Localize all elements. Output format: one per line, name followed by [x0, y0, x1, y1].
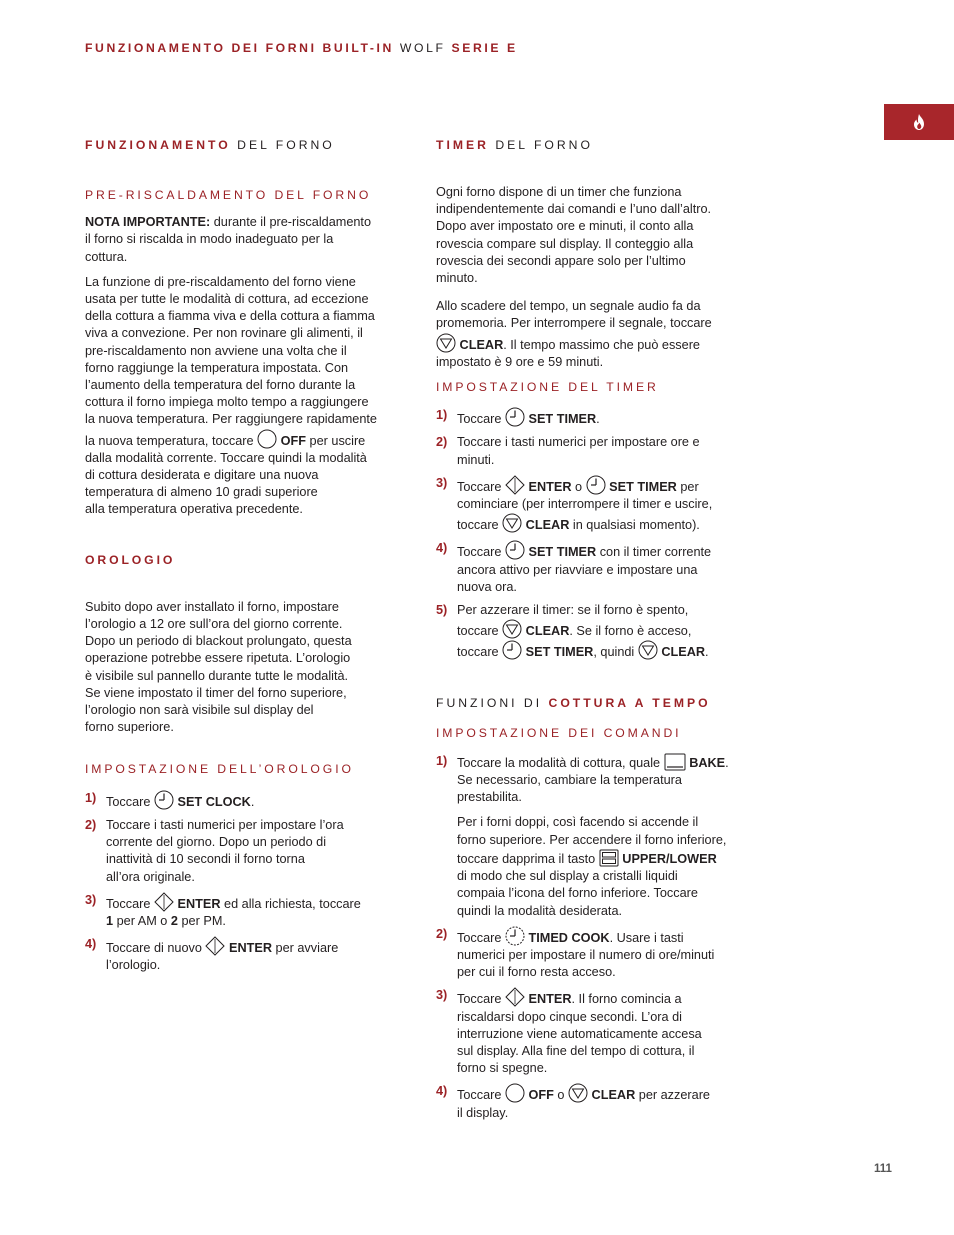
off-key-label: OFF	[280, 433, 306, 448]
step-text: o	[557, 1088, 565, 1103]
preheat-title: PRE-RISCALDAMENTO DEL FORNO	[85, 188, 372, 202]
step-number: 3)	[85, 892, 97, 907]
enter-key-label: ENTER	[177, 896, 221, 911]
text-line: Dopo aver impostato ore e minuti, il conto alla	[436, 219, 694, 234]
clear-key-label: CLEAR	[591, 1088, 636, 1103]
step-text: il display.	[457, 1105, 509, 1120]
header-series: SERIE E	[451, 41, 518, 55]
left-column	[85, 137, 411, 975]
clock-title: OROLOGIO	[85, 552, 176, 567]
note-text: il forno si riscalda in modo inadeguato per la	[85, 232, 334, 247]
step-text: inattività di 10 secondi il forno torna	[106, 852, 305, 867]
step-number: 2)	[436, 435, 448, 450]
step-text: . Se il forno è acceso,	[569, 624, 692, 639]
text-line: alla temperatura operativa precedente.	[85, 502, 303, 517]
list-item	[436, 753, 762, 920]
off-circle-icon	[257, 429, 277, 449]
step-text: Toccare	[457, 545, 502, 560]
heading-bold: TIMER	[436, 138, 489, 152]
text-line: La funzione di pre-riscaldamento del forno viene	[85, 274, 356, 289]
text-line: della cottura a fiamma viva e della cottura a fiamma	[85, 309, 375, 324]
bake-key-label: BAKE	[689, 755, 726, 770]
list-item	[436, 926, 762, 982]
heading-bold: FUNZIONAMENTO	[85, 138, 231, 152]
step-number: 3)	[436, 988, 448, 1003]
step-text: all’ora originale.	[106, 869, 195, 884]
step-text: Toccare	[457, 992, 502, 1007]
text-line: usata per tutte le modalità di cottura, ad eccezione	[85, 292, 369, 307]
text-line: cottura il forno impiega molto tempo a raggiungere	[85, 395, 369, 410]
clock-icon	[154, 790, 174, 810]
step-text: quindi la modalità desiderata.	[457, 903, 623, 918]
set-clock-key-label: SET CLOCK	[177, 794, 251, 809]
list-item	[85, 892, 411, 930]
list-item	[85, 790, 411, 811]
step-text: toccare	[457, 518, 499, 533]
bake-icon	[664, 753, 686, 771]
step-text: Toccare	[457, 930, 502, 945]
note-text: durante il pre-riscaldamento	[213, 215, 372, 230]
note-label: NOTA IMPORTANTE:	[85, 215, 211, 230]
step-text: Toccare	[457, 412, 502, 427]
section-heading-timed-cook	[436, 695, 762, 712]
step-number: 3)	[436, 475, 448, 490]
step-number: 1)	[85, 790, 97, 805]
step-text: Per azzerare il timer: se il forno è spento,	[457, 603, 689, 618]
step-text: per	[680, 479, 699, 494]
step-text: sul display. Alla fine del tempo di cottura, il	[457, 1043, 695, 1058]
note-text: cottura.	[85, 249, 128, 264]
timer-icon	[502, 640, 522, 660]
step-text: .	[596, 412, 600, 427]
step-text: per avviare	[275, 941, 339, 956]
step-text: per AM o	[116, 913, 168, 928]
text-line: la nuova temperatura, toccare	[85, 433, 254, 448]
text-line: dalla modalità corrente. Toccare quindi la modalità	[85, 450, 367, 465]
step-text: .	[725, 755, 729, 770]
list-item	[436, 540, 762, 596]
step-text: Toccare i tasti numerici per impostare ore e	[457, 435, 700, 450]
text-line: forno superiore.	[85, 720, 174, 735]
text-line: . Il tempo massimo che può essere	[503, 337, 700, 352]
step-text: .	[250, 794, 255, 809]
off-circle-icon	[505, 1083, 525, 1103]
step-text: per PM.	[181, 913, 226, 928]
clear-key-label: CLEAR	[525, 624, 570, 639]
text-line: Ogni forno dispone di un timer che funziona	[436, 185, 682, 199]
right-column	[436, 137, 762, 1122]
header-brand: WOLF	[399, 41, 446, 55]
step-text: ancora attivo per riavviare e impostare una	[457, 562, 698, 577]
step-text: forno superiore. Per accendere il forno inferiore,	[457, 832, 727, 847]
step-text: prestabilita.	[457, 790, 522, 805]
enter-diamond-icon	[505, 987, 525, 1007]
list-item	[85, 817, 411, 886]
text-line: temperatura di almeno 10 gradi superiore	[85, 485, 318, 500]
section-heading-oven-operation	[85, 137, 411, 154]
upper-lower-key-label: UPPER/LOWER	[622, 851, 717, 866]
list-item	[436, 434, 762, 468]
step-text: con il timer corrente	[599, 545, 712, 560]
heading-bold: COTTURA A TEMPO	[548, 695, 711, 710]
timer-alarm	[436, 298, 762, 371]
text-line: l’orologio non sarà visibile sul display del	[85, 703, 314, 718]
text-line: Dopo un periodo di blackout prolungato, questa	[85, 634, 352, 649]
step-text: numerici per impostare il numero di ore/minuti	[457, 947, 715, 962]
clear-triangle-icon	[502, 513, 522, 533]
timed-cook-icon	[505, 926, 525, 946]
step-text: Toccare	[457, 1088, 502, 1103]
step-text: ed alla richiesta, toccare	[224, 896, 361, 911]
list-item	[436, 407, 762, 428]
page-header	[85, 40, 518, 57]
text-line: la nuova temperatura. Per raggiungere rapidamente	[85, 412, 377, 427]
text-line: promemoria. Per interrompere il segnale, toccare	[436, 316, 712, 331]
step-text: toccare	[457, 645, 499, 660]
clear-triangle-icon	[436, 333, 456, 353]
text-line: rovescia compare sul display. Il conteggio alla	[436, 236, 694, 251]
enter-key-label: ENTER	[528, 992, 572, 1007]
step-text: di modo che sul display a cristalli liquidi	[457, 869, 678, 884]
text-line: Se viene impostato il timer del forno superiore,	[85, 685, 347, 700]
text-line: Allo scadere del tempo, un segnale audio fa da	[436, 299, 701, 314]
enter-diamond-icon	[205, 936, 225, 956]
set-timer-key-label: SET TIMER	[609, 479, 677, 494]
enter-key-label: ENTER	[528, 479, 572, 494]
step-text: .	[705, 645, 709, 660]
clear-key-label: CLEAR	[661, 645, 706, 660]
step-text: nuova ora.	[457, 579, 517, 594]
step-text: riscaldarsi dopo cinque secondi. L’ora di	[457, 1009, 682, 1024]
list-item	[85, 936, 411, 974]
clock-paragraph	[85, 599, 411, 737]
set-timer-key-label: SET TIMER	[528, 545, 597, 560]
list-item	[436, 475, 762, 535]
step-text: Per i forni doppi, così facendo si accende il	[457, 815, 699, 830]
step-text: Se necessario, cambiare la temperatura	[457, 773, 682, 788]
text-line: impostato è 9 ore e 59 minuti.	[436, 354, 604, 369]
timer-icon	[505, 540, 525, 560]
step-text: Toccare	[106, 896, 151, 911]
step-text: corrente del giorno. Dopo un periodo di	[106, 835, 327, 850]
text-line: l’aumento della temperatura del forno durante la	[85, 378, 356, 393]
step-number: 4)	[436, 541, 448, 556]
text-line: per uscire	[309, 433, 366, 448]
step-text: in qualsiasi momento).	[572, 518, 700, 533]
timer-icon	[505, 407, 525, 427]
step-text: Toccare di nuovo	[106, 941, 202, 956]
preheat-paragraph	[85, 274, 411, 519]
step-text: Toccare la modalità di cottura, quale	[457, 755, 661, 770]
step-number: 4)	[85, 937, 97, 952]
step-text: Toccare	[457, 479, 502, 494]
list-item	[436, 602, 762, 662]
important-note	[85, 214, 411, 266]
step-number: 5)	[436, 603, 448, 618]
enter-diamond-icon	[505, 475, 525, 495]
step-text: toccare dapprima il tasto	[457, 851, 596, 866]
step-text: l’orologio.	[106, 958, 161, 973]
step-text: interruzione viene automaticamente accesa	[457, 1026, 702, 1041]
flame-icon	[912, 114, 926, 130]
text-line: viva a convezione. Per non rovinare gli alimenti, il	[85, 326, 363, 341]
step-text: . Usare i tasti	[609, 930, 684, 945]
enter-diamond-icon	[154, 892, 174, 912]
step-text: Toccare	[106, 794, 151, 809]
set-clock-title: IMPOSTAZIONE DELL’OROLOGIO	[85, 762, 354, 777]
step-text: 2	[170, 913, 178, 928]
set-timer-title: IMPOSTAZIONE DEL TIMER	[436, 380, 659, 395]
text-line: Subito dopo aver installato il forno, impostare	[85, 599, 339, 614]
text-line: indipendentemente dai comandi e l’uno dall’altro.	[436, 202, 712, 217]
upper-lower-icon	[599, 849, 619, 867]
text-line: di cottura desiderata e digitare una nuova	[85, 468, 319, 483]
heading-rest: DEL FORNO	[237, 138, 335, 152]
clear-triangle-icon	[568, 1083, 588, 1103]
step-text: , quindi	[593, 645, 635, 660]
step-text: o	[575, 479, 583, 494]
section-tab	[884, 104, 954, 140]
section-heading-timer	[436, 137, 762, 154]
step-number: 1)	[436, 408, 448, 423]
timed-cook-key-label: TIMED COOK	[528, 930, 610, 945]
page-number: 111	[874, 1163, 892, 1175]
double-oven-note	[457, 814, 762, 919]
text-line: l’orologio a 12 ore sull’ora del giorno corrente.	[85, 617, 343, 632]
text-line: pre-riscaldamento non avviene una volta che il	[85, 343, 347, 358]
off-key-label: OFF	[528, 1088, 554, 1103]
clear-triangle-icon	[502, 619, 522, 639]
header-title: FUNZIONAMENTO DEI FORNI BUILT-IN	[85, 41, 394, 55]
step-text: minuti.	[457, 452, 495, 467]
step-text: per azzerare	[638, 1088, 710, 1103]
timer-icon	[586, 475, 606, 495]
text-line: minuto.	[436, 271, 478, 286]
step-number: 2)	[85, 817, 97, 832]
step-number: 2)	[436, 926, 448, 941]
enter-key-label: ENTER	[228, 941, 272, 956]
step-text: 1	[106, 913, 114, 928]
text-line: è visibile sul pannello durante tutte le modalità.	[85, 668, 349, 683]
timer-intro	[436, 184, 762, 287]
step-text: per cui il forno resta acceso.	[457, 965, 616, 980]
clear-key-label: CLEAR	[459, 337, 504, 352]
clear-triangle-icon	[638, 640, 658, 660]
text-line: forno raggiunge la temperatura impostata. Con	[85, 360, 349, 375]
heading-rest: FUNZIONI DI	[436, 695, 543, 710]
step-text: . Il forno comincia a	[571, 992, 682, 1007]
set-timer-key-label: SET TIMER	[528, 412, 597, 427]
text-line: operazione potrebbe essere ripetuta. L’orologio	[85, 651, 351, 666]
list-item	[436, 1083, 762, 1121]
step-number: 1)	[436, 753, 448, 768]
step-number: 4)	[436, 1084, 448, 1099]
controls-title: IMPOSTAZIONE DEI COMANDI	[436, 725, 682, 740]
step-text: forno si spegne.	[457, 1061, 548, 1076]
clear-key-label: CLEAR	[525, 518, 570, 533]
step-text: toccare	[457, 624, 499, 639]
heading-rest: DEL FORNO	[495, 138, 593, 152]
step-text: compaia l’icona del forno inferiore. Toccare	[457, 886, 698, 901]
list-item	[436, 987, 762, 1077]
step-text: cominciare (per interrompere il timer e uscire,	[457, 497, 713, 512]
set-timer-key-label: SET TIMER	[525, 645, 594, 660]
text-line: rovescia dei secondi appare solo per l’ultimo	[436, 253, 686, 268]
step-text: Toccare i tasti numerici per impostare l’ora	[106, 817, 344, 832]
